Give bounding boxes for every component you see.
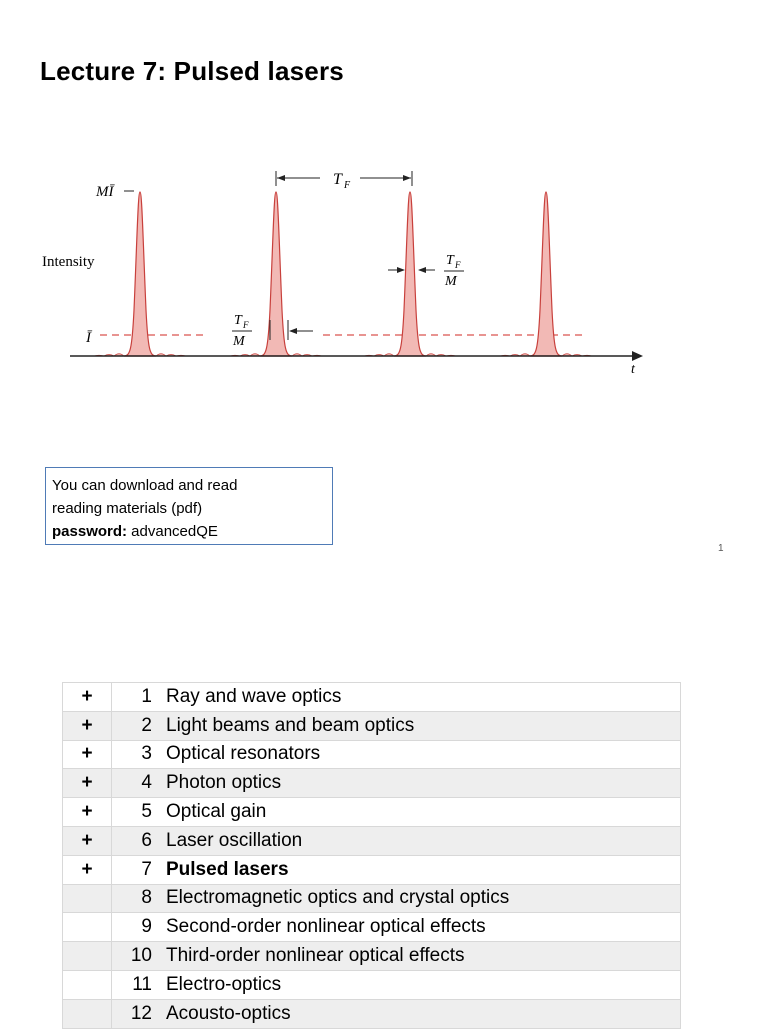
note-line-2: reading materials (pdf) [52,500,203,517]
time-axis-arrowhead [632,351,643,361]
syllabus-mark-cell: + [63,769,112,798]
period-arrowhead-left [277,175,285,181]
pulse-peak [124,192,156,356]
syllabus-num-cell: 8 [112,884,165,913]
syllabus-mark-cell: + [63,683,112,712]
width2-label-num-sub: F [243,320,249,330]
syllabus-num-cell: 7 [112,855,165,884]
table-row [63,798,681,827]
syllabus-num-cell: 4 [112,769,165,798]
syllabus-mark-cell: + [63,740,112,769]
syllabus-num-cell: 9 [112,913,165,942]
intensity-label: Intensity [42,254,95,270]
syllabus-topic-cell: Second-order nonlinear optical effects [164,913,681,942]
syllabus-num-cell: 5 [112,798,165,827]
width-arrowhead-left [397,267,405,273]
table-row [63,740,681,769]
pulse-train-figure [38,160,658,390]
syllabus-mark-cell [63,884,112,913]
reading-materials-note [45,467,333,545]
peak-label: MĪ [96,184,114,200]
syllabus-topic-cell: Third-order nonlinear optical effects [164,942,681,971]
mean-label: Ī [86,330,91,346]
pulse-peak [530,192,562,356]
syllabus-mark-cell [63,913,112,942]
pulse-peak [260,192,292,356]
period-label: T [333,171,342,188]
syllabus-table [62,682,681,1029]
syllabus-mark-cell [63,942,112,971]
table-row [63,855,681,884]
table-row [63,884,681,913]
syllabus-topic-cell: Electromagnetic optics and crystal optics [164,884,681,913]
pulse-group [94,192,592,356]
table-row [63,769,681,798]
syllabus-mark-cell: + [63,711,112,740]
page-number: 1 [718,543,724,554]
syllabus-mark-cell [63,970,112,999]
width-label-num-sub: F [455,260,461,270]
syllabus-topic-cell: Optical gain [164,798,681,827]
syllabus-topic-cell: Laser oscillation [164,826,681,855]
syllabus-topic-cell: Light beams and beam optics [164,711,681,740]
period-label-sub: F [344,180,351,191]
page-title: Lecture 7: Pulsed lasers [40,56,344,86]
syllabus-mark-cell: + [63,855,112,884]
syllabus-num-cell: 1 [112,683,165,712]
time-axis-label: t [631,362,635,377]
syllabus-topic-cell: Pulsed lasers [164,855,681,884]
table-row [63,826,681,855]
syllabus-topic-cell: Electro-optics [164,970,681,999]
syllabus-num-cell: 3 [112,740,165,769]
width2-arrowhead [289,328,297,334]
width-label-num: T [446,253,454,268]
syllabus-num-cell: 11 [112,970,165,999]
syllabus-mark-cell: + [63,798,112,827]
width-arrowhead-right [418,267,426,273]
period-arrowhead-right [403,175,411,181]
note-password-line [52,520,324,543]
table-row [63,683,681,712]
syllabus-num-cell: 2 [112,711,165,740]
table-row [63,942,681,971]
pulse-train-diagram [38,160,658,390]
table-row [63,970,681,999]
table-row [63,711,681,740]
syllabus-topic-cell: Ray and wave optics [164,683,681,712]
table-row [63,913,681,942]
note-line-1: You can download and read [52,477,238,494]
syllabus-topic-cell: Acousto-optics [164,999,681,1028]
width-label-den: M [445,274,457,289]
pulse-peak [394,192,426,356]
syllabus-num-cell: 10 [112,942,165,971]
width2-label-num: T [234,313,242,328]
syllabus-topic-cell: Photon optics [164,769,681,798]
syllabus-topic-cell: Optical resonators [164,740,681,769]
width2-label-den: M [233,334,245,349]
password-value: advancedQE [127,523,218,540]
password-label: password: [52,523,128,540]
syllabus-num-cell: 12 [112,999,165,1028]
syllabus-num-cell: 6 [112,826,165,855]
syllabus-mark-cell: + [63,826,112,855]
